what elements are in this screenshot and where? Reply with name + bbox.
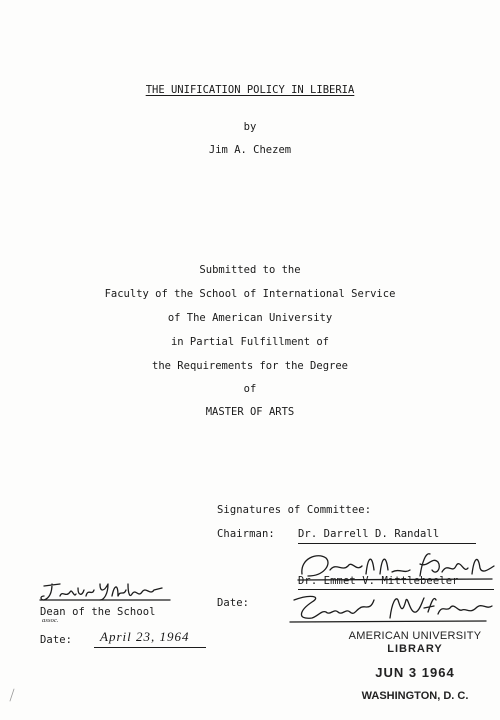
dean-note: assoc. <box>42 617 59 624</box>
margin-mark <box>8 688 16 702</box>
submission-line-1: Submitted to the <box>199 264 301 276</box>
library-stamp-location: WASHINGTON, D. C. <box>361 690 469 702</box>
chairman-name: Dr. Darrell D. Randall <box>298 528 440 540</box>
submission-line-3: of The American University <box>167 312 333 324</box>
committee-date-label: Date: <box>217 597 250 609</box>
chairman-name-rule <box>298 543 476 544</box>
submission-line-2: Faculty of the School of International Service <box>104 288 396 300</box>
degree-name: MASTER OF ARTS <box>205 406 295 418</box>
by-line: by <box>243 121 257 133</box>
committee-heading: Signatures of Committee: <box>217 504 372 516</box>
dean-date-rule <box>94 647 206 648</box>
library-stamp-date: JUN 3 1964 <box>375 665 455 680</box>
submission-line-6: of <box>243 383 257 395</box>
author-name: Jim A. Chezem <box>208 144 292 156</box>
library-stamp-library: LIBRARY <box>387 643 443 655</box>
dean-date-handwritten: April 23, 1964 <box>100 629 190 644</box>
member-name: Dr. Emmet V. Mittlebeeler <box>298 575 459 587</box>
chairman-label: Chairman: <box>217 528 275 540</box>
submission-line-5: the Requirements for the Degree <box>152 360 348 372</box>
library-stamp-name: AMERICAN UNIVERSITY <box>348 630 482 642</box>
dean-label: Dean of the School <box>40 606 156 618</box>
submission-line-4: in Partial Fulfillment of <box>170 336 330 348</box>
member-signature <box>286 590 496 624</box>
thesis-title: THE UNIFICATION POLICY IN LIBERIA <box>145 84 355 96</box>
dean-signature <box>38 578 178 602</box>
dean-date-label: Date: <box>40 634 73 646</box>
